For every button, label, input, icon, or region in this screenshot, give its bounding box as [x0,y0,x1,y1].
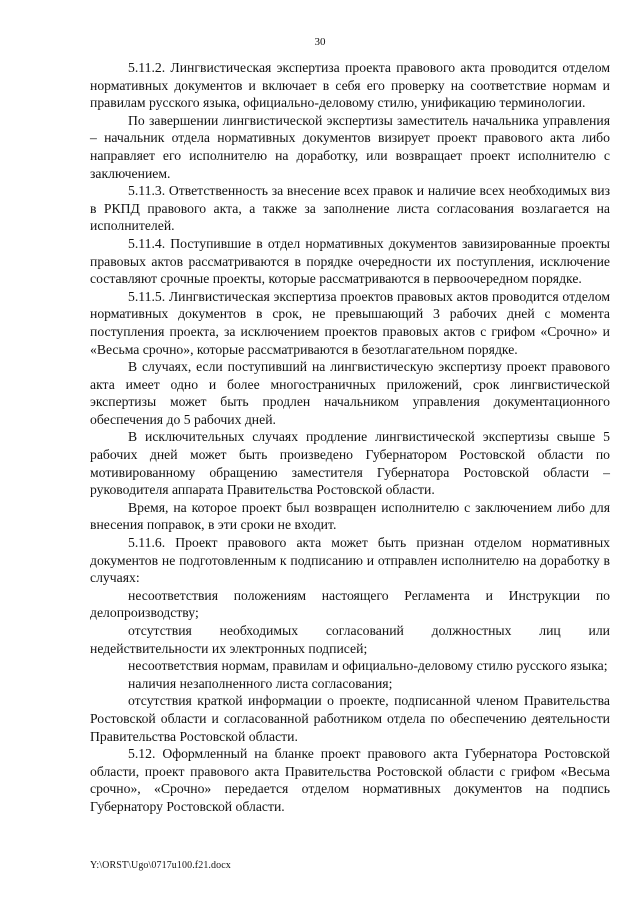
list-item-missing-approvals: отсутствия необходимых согласований должностных лиц или недействительности их электронных подписей; [90,623,610,656]
paragraph-5-12: 5.12. Оформленный на бланке проект правового акта Губернатора Ростовской области, проект правового акта Правительства Ростовской области с грифом «Весьма срочно», «Срочно» передается отделом нормативных документов на подпись Губернатору Ростовской области. [90,746,610,814]
paragraph-return-time: Время, на которое проект был возвращен исполнителю с заключением либо для внесения поправок, в эти сроки не входит. [90,499,610,533]
paragraph-5-11-3: 5.11.3. Ответственность за внесение всех правок и наличие всех необходимых виз в РКПД правового акта, а также за заполнение листа согласования возлагается на исполнителей. [90,183,610,234]
paragraph-5-11-5: 5.11.5. Лингвистическая экспертиза проектов правовых актов проводится отделом нормативных документов в срок, не превышающий 3 рабочих дней с момента поступления проекта, за исключением проектов правовых актов с грифом «Срочно» и «Весьма срочно», которые рассматриваются в безотлагательном порядке. [90,288,610,357]
document-body [90,59,610,816]
paragraph-exceptional-extension: В исключительных случаях продление лингвистической экспертизы свыше 5 рабочих дней может быть произведено Губернатором Ростовской области по мотивированному обращению заместителя Губернатора Ростовской области – руководителя аппарата Правительства Ростовской области. [90,429,610,498]
paragraph-5-11-4: 5.11.4. Поступившие в отдел нормативных документов завизированные проекты правовых актов рассматриваются в порядке очередности их поступления, исключение составляют срочные проекты, которые рассматриваются в первоочередном порядке. [90,235,610,287]
footer-file-path: Y:\ORST\Ugo\0717u100.f21.docx [90,860,231,871]
page-number: 30 [314,36,326,48]
list-item-language-norms: несоответствия нормам, правилам и официально-деловому стилю русского языка; [128,658,608,674]
paragraph-5-11-2: 5.11.2. Лингвистическая экспертиза проекта правового акта проводится отделом нормативных документов и включает в себя его проверку на соответствие нормам и правилам русского языка, официально-деловому стилю, унификацию терминологии. [90,60,610,111]
list-item-regulation-mismatch: несоответствия положениям настоящего Регламента и Инструкции по делопроизводству; [90,587,610,621]
list-item-empty-approval-sheet: наличия незаполненного листа согласования; [128,675,393,691]
list-item-missing-summary: отсутствия краткой информации о проекте, подписанной членом Правительства Ростовской области и согласованной работником отдела по обеспечению деятельности Правительства Ростовской области. [90,693,610,744]
paragraph-multipage-attachments: В случаях, если поступивший на лингвистическую экспертизу проект правового акта имеет одно и более многостраничных приложений, срок лингвистической экспертизы может быть продлен начальником управления документационного обеспечения до 5 рабочих дней. [90,359,610,427]
paragraph-5-11-6: 5.11.6. Проект правового акта может быть признан отделом нормативных документов не подготовленным к подписанию и отправлен исполнителю на доработку в случаях: [90,535,610,586]
paragraph-review-completion: По завершении лингвистической экспертизы заместитель начальника управления – начальник отдела нормативных документов визирует проект правового акта либо направляет его исполнителю на доработку, или возвращает проект исполнителю с заключением. [90,112,610,181]
